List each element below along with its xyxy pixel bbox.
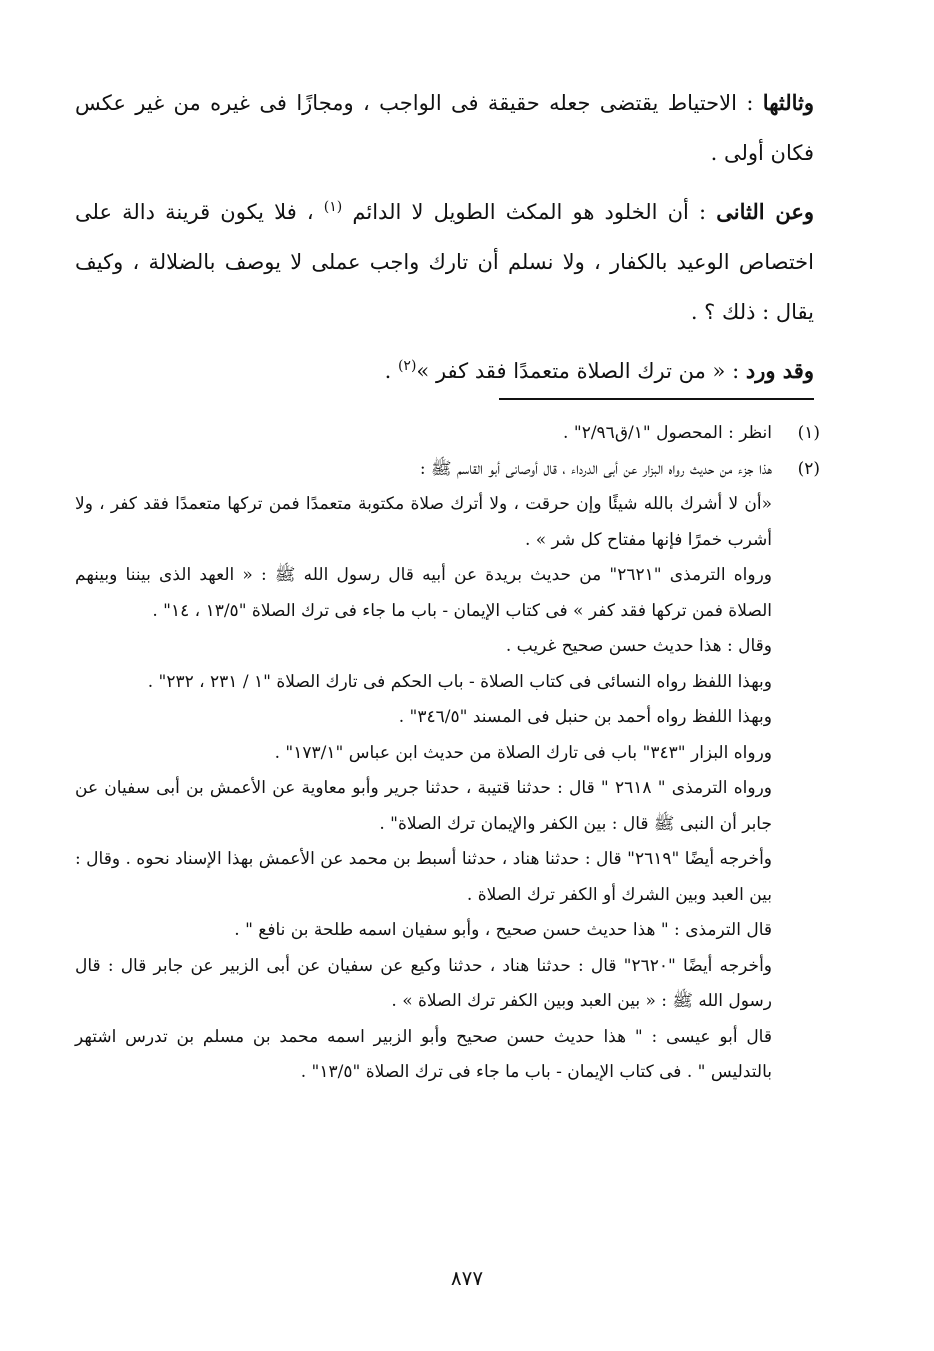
footnotes [75, 416, 820, 1091]
paragraph-text: . [384, 359, 398, 383]
paragraph-text: : « من ترك الصلاة متعمدًا فقد كفر » [416, 359, 746, 383]
paragraph-lead: وثالثها [762, 90, 814, 115]
paragraph-second-reply [75, 182, 814, 337]
footnote-1 [75, 416, 820, 452]
footnote-number: (٢) [797, 458, 820, 479]
footnote-ref-2[interactable]: (٢) [397, 358, 417, 374]
footnote-separator [499, 398, 814, 400]
page-number: ٨٧٧ [450, 1266, 484, 1290]
footnote-paragraph: هذا جزء من حديث رواه البزار عن أبى الدرداء ، قال أوصانى أبو القاسم ﷺ : [419, 458, 772, 479]
footnote-paragraph: قال الترمذى : " هذا حديث حسن صحيح ، وأبو سفيان اسمه طلحة بن نافع " . [234, 920, 772, 940]
paragraph-text: : أن الخلود هو المكث الطويل لا الدائم [342, 200, 717, 224]
paragraph-hadith-quote [75, 341, 814, 396]
footnote-paragraph: ورواه الترمذى "٢٦٢١" من حديث بريدة عن أبيه قال رسول الله ﷺ : « العهد الذى بيننا وبينهم الصلاة فمن تركها فقد كفر » فى كتاب الإيمان - باب ما جاء فى ترك الصلاة "١٣/٥ ، ١٤" . [75, 565, 773, 621]
footnote-paragraph: وأخرجه أيضًا "٢٦١٩" قال : حدثنا هناد ، حدثنا أسبط بن محمد عن الأعمش بهذا الإسناد نحوه . وقال : بين العبد وبين الشرك أو الكفر ترك الصلاة . [75, 849, 772, 905]
footnote-paragraph: وأخرجه أيضًا "٢٦٢٠" قال : حدثنا هناد ، حدثنا وكيع عن سفيان عن أبى الزبير عن جابر قال : قال رسول الله ﷺ : « بين العبد وبين الكفر ترك الصلاة » . [75, 955, 772, 1011]
paragraph-text: ، فلا يكون قرينة دالة على اختصاص الوعيد بالكفار ، ولا نسلم أن تارك واجب عملى لا يوصف بالضلالة ، وكيف يقال : ذلك ؟ . [75, 200, 814, 324]
footnote-paragraph: وبهذا اللفظ رواه النسائى فى كتاب الصلاة - باب الحكم فى تارك الصلاة "١ / ٢٣١ ، ٢٣٢" . [147, 671, 772, 692]
footnote-paragraph: «أن لا أشرك بالله شيئًا وإن حرقت ، ولا أترك صلاة مكتوبة متعمدًا فمن تركها متعمدًا فقد كفر ، ولا أشرب خمرًا فإنها مفتاح كل شر » . [75, 494, 772, 550]
footnote-ref-1[interactable]: (١) [323, 199, 343, 215]
footnote-paragraph: وقال : هذا حديث حسن صحيح غريب . [505, 636, 772, 656]
footnote-paragraph: ورواه البزار "٣٤٣" باب فى تارك الصلاة من حديث ابن عباس "١٧٣/١" . [274, 742, 772, 763]
paragraph-text: : الاحتياط يقتضى جعله حقيقة فى الواجب ، ومجازًا فى غيره من غير عكس فكان أولى . [75, 91, 814, 165]
main-text [75, 78, 814, 400]
paragraph-lead: وقد ورد [745, 358, 814, 383]
paragraph-lead: وعن الثانى [716, 199, 814, 224]
footnote-number: (١) [797, 423, 820, 443]
paragraph-third-reason [75, 78, 814, 178]
footnote-paragraph: وبهذا اللفظ رواه أحمد بن حنبل فى المسند "٣٤٦/٥" . [398, 707, 772, 727]
footnote-paragraph: ورواه الترمذى " ٢٦١٨ " قال : حدثنا قتيبة ، حدثنا جرير وأبو معاوية عن الأعمش بن أبى سفيان عن جابر أن النبى ﷺ قال : بين الكفر والإيمان ترك الصلاة" . [75, 778, 772, 834]
footnote-paragraph: قال أبو عيسى : " هذا حديث حسن صحيح وأبو الزبير اسمه محمد بن مسلم بن تدرس اشتهر بالتدليس " . فى كتاب الإيمان - باب ما جاء فى ترك الصلاة "١٣/٥" . [75, 1026, 772, 1082]
footnote-text: انظر : المحصول "١/ق٢/٩٦" . [563, 423, 772, 443]
footnote-2 [75, 452, 820, 1091]
